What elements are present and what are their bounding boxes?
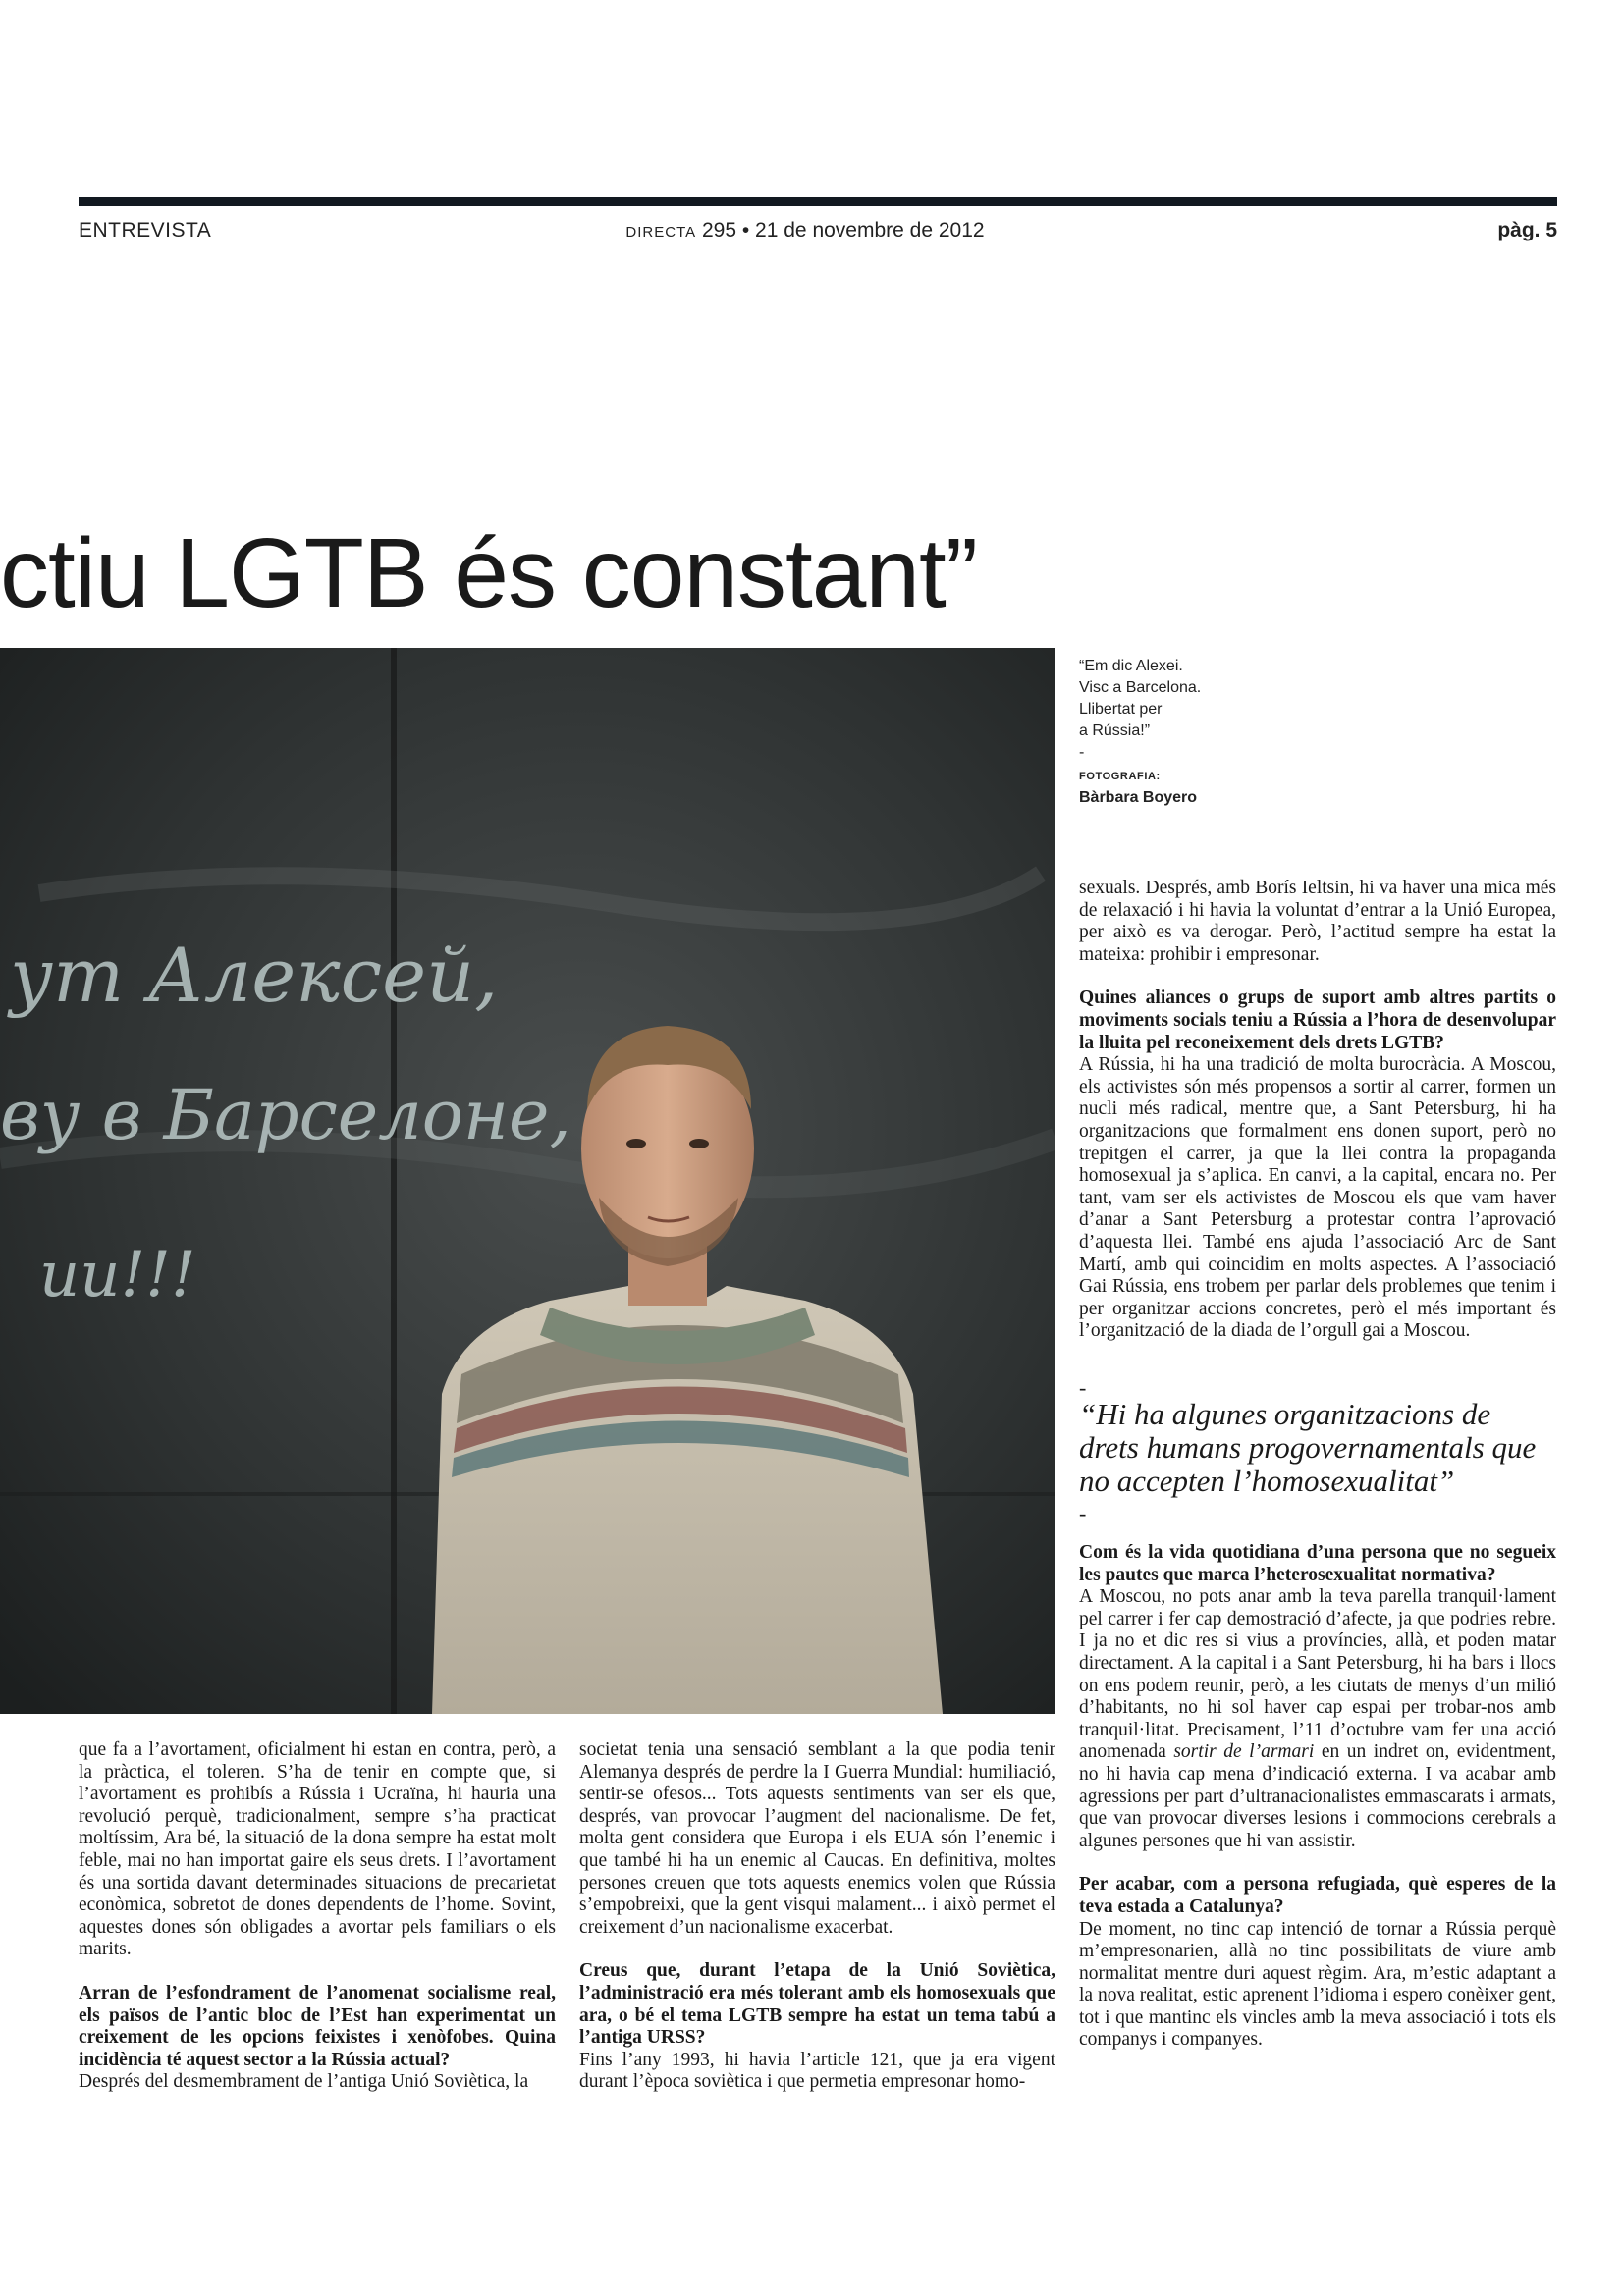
headline: ctiu LGTB és constant”	[0, 518, 978, 628]
article-column-1	[79, 1739, 556, 2094]
pull-quote-text: “Hi ha algunes organitzacions de drets humans progovernamentals que no accepten l’homosexualitat”	[1079, 1397, 1537, 1498]
issue-date: 295 • 21 de novembre de 2012	[702, 219, 985, 241]
answer-paragraph: Fins l’any 1993, hi havia l’article 121, que ja era vigent durant l’època soviètica i que permetia empresonar homo-	[579, 2049, 1055, 2093]
caption-line: a Rússia!”	[1079, 722, 1151, 739]
interview-question: Arran de l’esfondrament de l’anomenat socialisme real, els països de l’antic bloc de l’Est han experimentat un creixement de les opcions feixistes i xenòfobes. Quina incidència té aquest sector a la Rússia actual?	[79, 1982, 556, 2070]
interview-question: Com és la vida quotidiana d’una persona que no segueix les pautes que marca l’heterosexualitat normativa?	[1079, 1542, 1556, 1585]
answer-paragraph	[1079, 1586, 1556, 1852]
caption-line: “Em dic Alexei.	[1079, 658, 1183, 674]
pull-quote-dash-bottom: -	[1079, 1501, 1087, 1525]
chalk-line-3: ии!!!	[39, 1239, 196, 1311]
article-column-3-continued	[1079, 1542, 1556, 2052]
interview-question: Creus que, durant l’etapa de la Unió Soviètica, l’administració era més tolerant amb els homosexuals que ara, o bé el tema LGTB sempre ha estat un tema tabú a l’antiga URSS?	[579, 1960, 1055, 2049]
answer-paragraph: De moment, no tinc cap intenció de tornar a Rússia perquè m’empresonarien, allà no tinc possibilitats de viure amb normalitat mentre duri aquest règim. Ara, m’estic adaptant a la nova realitat, estic aprenent l’idioma i espero conèixer gent, tot i que mantinc els vincles amb la meva associació i tots els companys i companyes.	[1079, 1918, 1556, 2051]
answer-text: en un indret on, evidentment, no hi havia cap mena d’indicació externa. I va acabar amb agressions per part d’ultranacionalistes emmascarats i armats, que van provocar diverses lesions i commocions cerebrals a algunes persones que hi van assistir.	[1079, 1741, 1557, 1851]
caption-line: Visc a Barcelona.	[1079, 679, 1202, 696]
chalk-line-2: ву в Барселоне,	[0, 1075, 571, 1155]
interview-question: Quines aliances o grups de suport amb altres partits o moviments socials teniu a Rússia a l’hora de desenvolupar la lluita pel reconeixement dels drets LGTB?	[1079, 988, 1556, 1053]
article-column-2	[579, 1739, 1055, 2094]
portrait-photo	[0, 648, 1055, 1714]
pull-quote	[1079, 1375, 1550, 1525]
article-column-3	[1079, 878, 1556, 1343]
section-label: ENTREVISTA	[79, 219, 212, 241]
photo-credit-name: Bàrbara Boyero	[1079, 789, 1198, 806]
answer-paragraph: A Rússia, hi ha una tradició de molta burocràcia. A Moscou, els activistes són més propensos a sortir al carrer, formen un nucli més radical, mentre que, a Sant Petersburg, hi ha organitzacions que formalment ens donen suport, però no trepitgen el carrer, ja que la llei contra la propaganda homosexual ja s’aplica. En canvi, a la capital, encara no. Per tant, vam ser els activistes de Moscou els que vam haver d’anar a Sant Petersburg a protestar contra l’aprovació d’aquesta llei. També ens ajuda l’associació Arc de Sant Martí, amb qui coincidim en molts aspectes. A l’associació Gai Rússia, ens trobem per parlar dels problemes que tenim i per organitzar accions concretes, però el més important és l’organització de la diada de l’orgull gai a Moscou.	[1079, 1054, 1556, 1342]
header-rule	[79, 197, 1557, 206]
answer-italic: sortir de l’armari	[1173, 1741, 1315, 1763]
chalk-line-1: ут Алексей,	[10, 932, 499, 1019]
caption-line: Llibertat per	[1079, 701, 1163, 718]
caption-dash: -	[1079, 744, 1085, 761]
pull-quote-dash-top: -	[1079, 1375, 1087, 1400]
page-number: pàg. 5	[1497, 219, 1557, 241]
answer-paragraph: sexuals. Després, amb Borís Ieltsin, hi va haver una mica més de relaxació i hi havia la voluntat d’entrar a la Unió Europea, per això es va derogar. Però, l’actitud sempre ha estat la mateixa: prohibir i empresonar.	[1079, 878, 1556, 965]
interview-question: Per acabar, com a persona refugiada, què esperes de la teva estada a Catalunya?	[1079, 1874, 1556, 1917]
answer-paragraph: que fa a l’avortament, oficialment hi estan en contra, però, a la pràctica, el toleren. S’ha de tenir en compte que, si l’avortament es prohibís a Rússia i Ucraïna, hi hauria una revolució perquè, tradicionalment, sempre s’ha practicat moltíssim, Ara bé, la situació de la dona sempre ha estat molt feble, mai no han importat gaire els seus drets. I l’avortament és una sortida davant determinades situacions de precarietat econòmica, sobretot de dones dependents de l’home. Sovint, aquestes dones són obligades a avortar pels familiars o els marits.	[79, 1739, 556, 1960]
portrait-illustration	[0, 648, 1055, 1714]
publication-name: DIRECTA	[625, 224, 697, 240]
answer-paragraph: Després del desmembrament de l’antiga Unió Soviètica, la	[79, 2071, 529, 2093]
issue-info	[589, 218, 1021, 245]
photo-credit-label: FOTOGRAFIA:	[1079, 771, 1161, 782]
photo-caption	[1079, 656, 1275, 809]
answer-text: A Moscou, no pots anar amb la teva parella tranquil·lament pel carrer i fer cap demostració d’afecte, ja que podries rebre. I ja no et dic res si vius a províncies, allà, et poden matar directament. A la capital i a Sant Petersburg, hi ha bars i llocs on ens podem reunir, però, a les ciutats de menys d’un milió d’habitants, no hi sol haver cap espai per trobar-nos amb tranquil·litat. Precisament, l’11 d’octubre vam fer una acció anomenada	[1079, 1586, 1556, 1763]
answer-paragraph: societat tenia una sensació semblant a la que podia tenir Alemanya després de perdre la I Guerra Mundial: humiliació, sentir-se ofesos... Tots aquests sentiments van ser els que, després, van provocar l’augment del nacionalisme. De fet, molta gent considera que Europa i els EUA són l’enemic i que també hi ha un enemic al Caucas. En definitiva, moltes persones creuen que tots aquests enemics volen que Rússia s’empobreixi, que la gent visqui malament... i això permet el creixement d’un nacionalisme exacerbat.	[579, 1739, 1055, 1938]
